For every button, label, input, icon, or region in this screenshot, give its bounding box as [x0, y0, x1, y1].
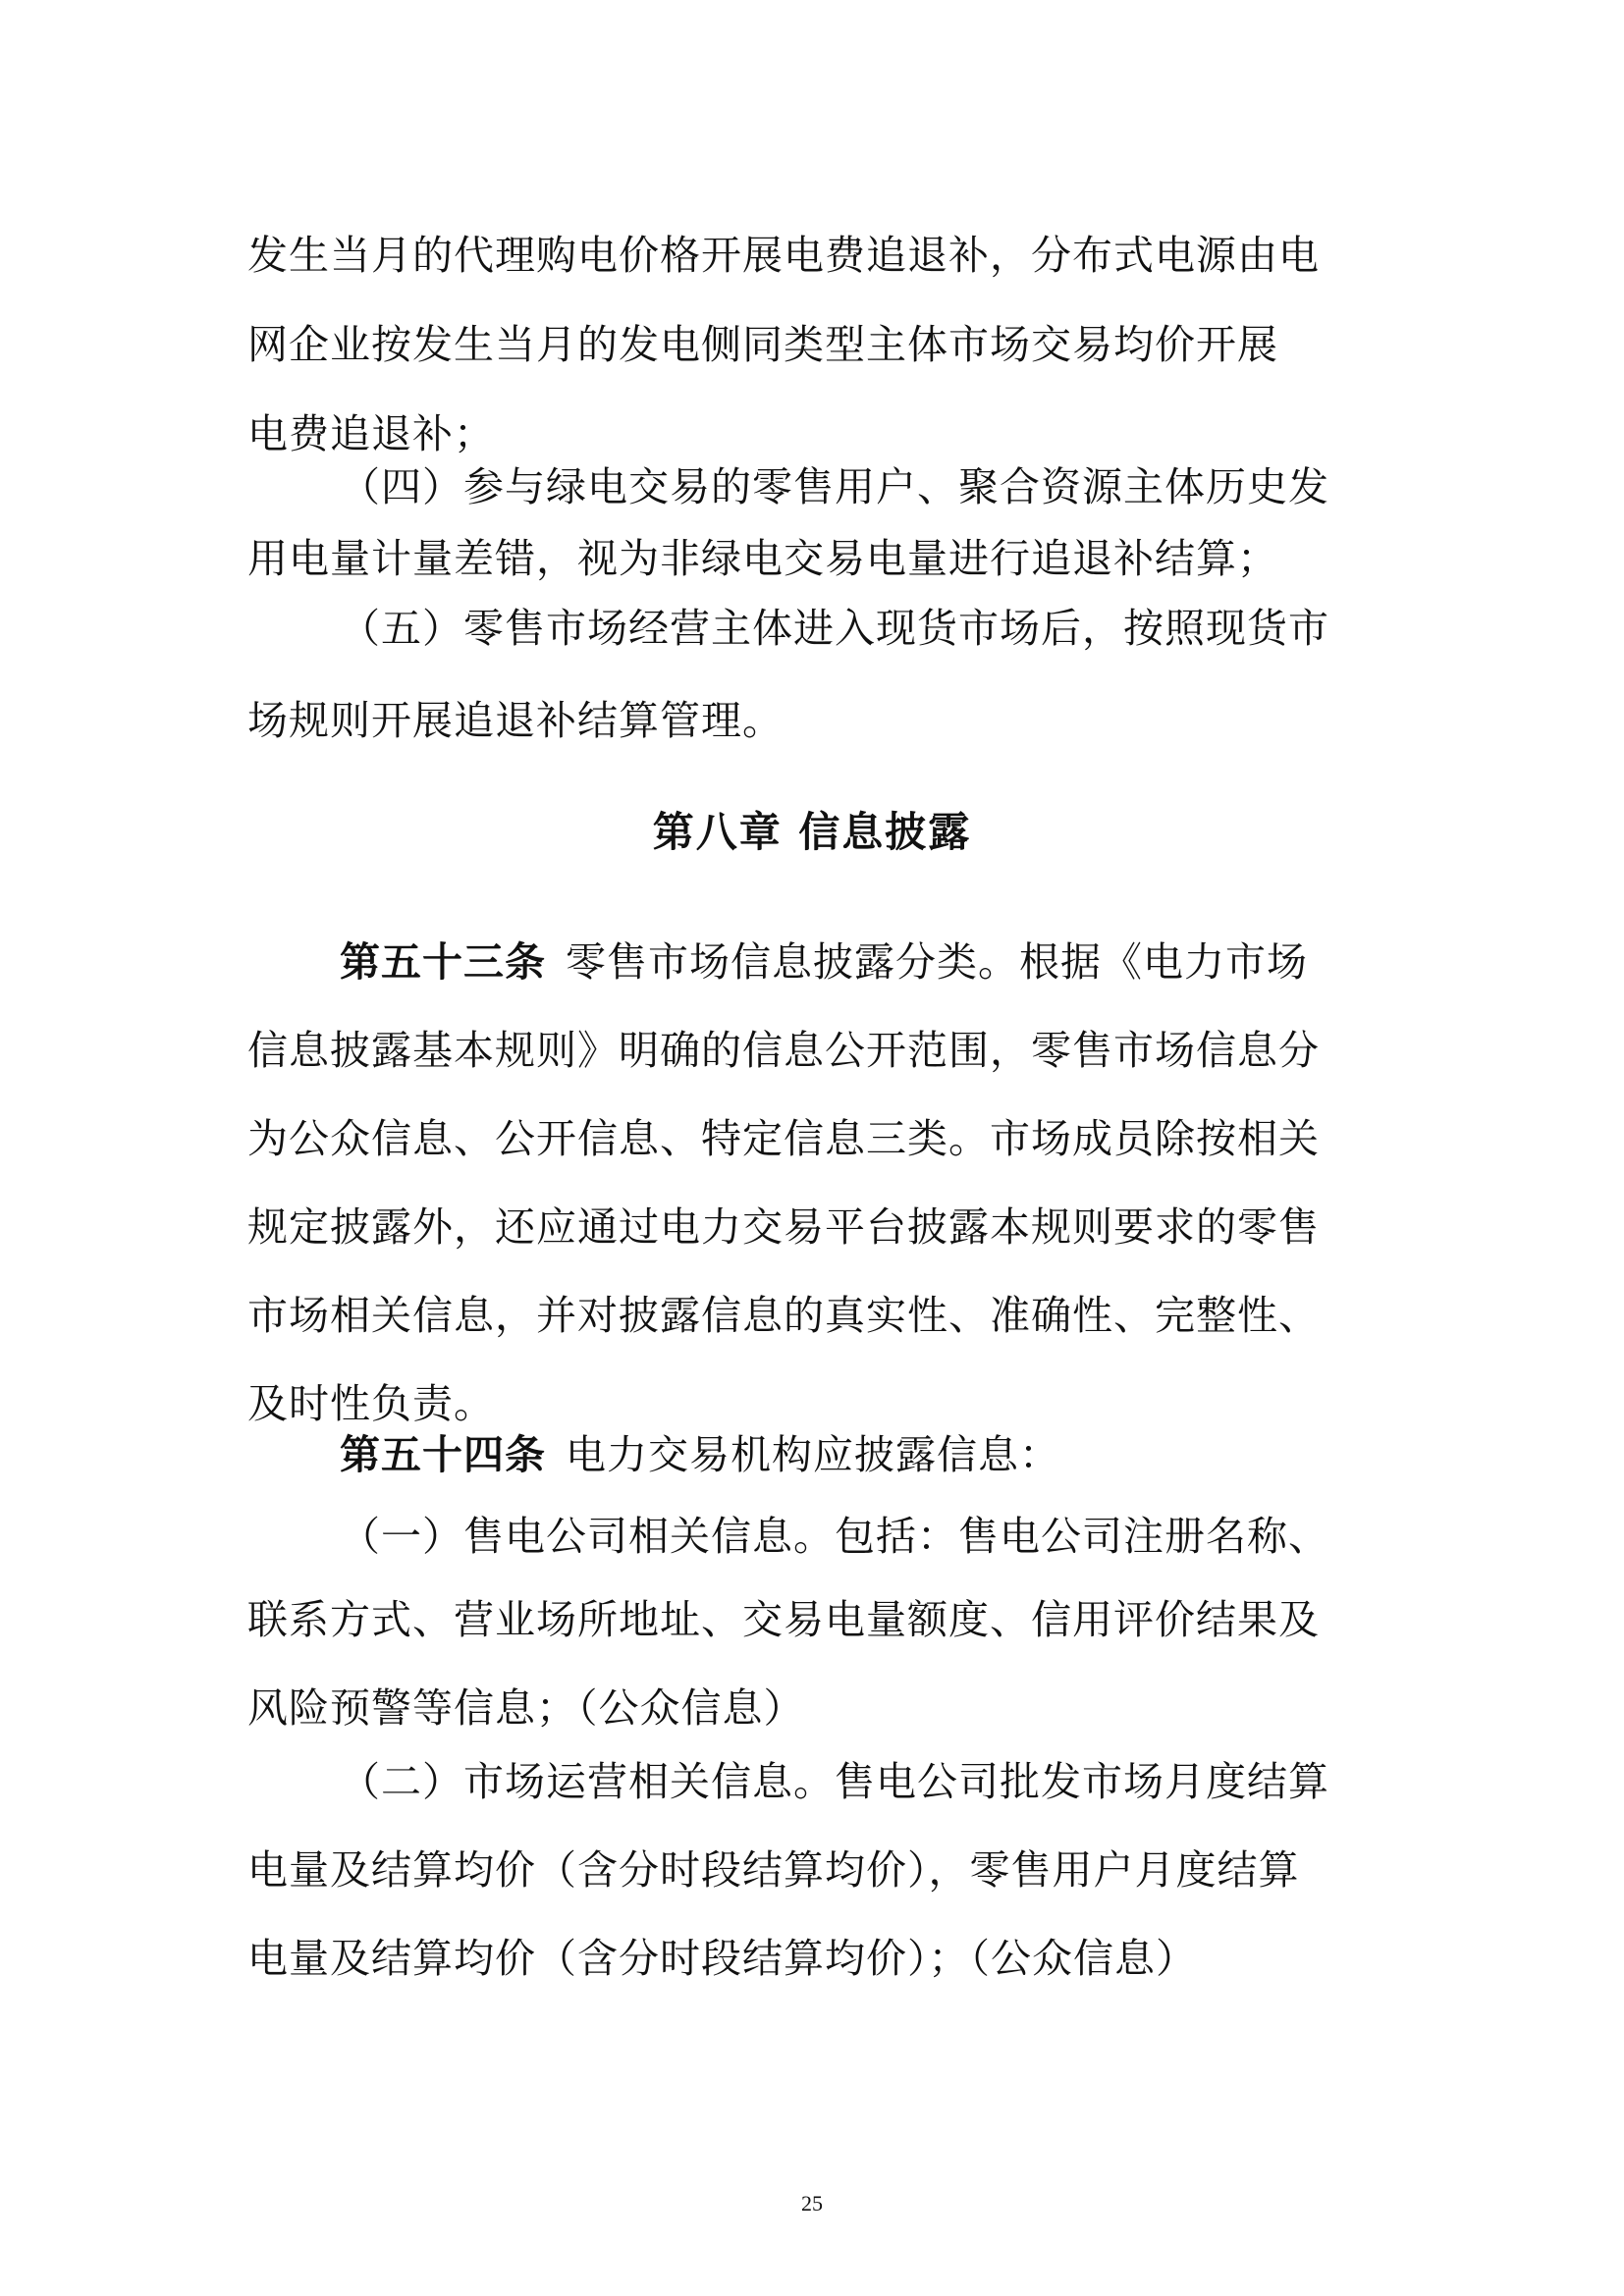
article-54-text: 电力交易机构应披露信息：: [566, 1431, 1060, 1478]
item-two-line: （二）市场运营相关信息。售电公司批发市场月度结算: [340, 1758, 1329, 1805]
page-number: 25: [801, 2191, 823, 2216]
article-53-first-line: [340, 933, 1386, 991]
article-53-line: 为公众信息、公开信息、特定信息三类。市场成员除按相关: [247, 1115, 1320, 1162]
paragraph-line: 网企业按发生当月的发电侧同类型主体市场交易均价开展: [247, 321, 1278, 368]
item-two-line: 电量及结算均价（含分时段结算均价）；（公众信息）: [247, 1935, 1197, 1982]
item-four-line: （四）参与绿电交易的零售用户、聚合资源主体历史发: [340, 463, 1329, 510]
item-one-line: 风险预警等信息；（公众信息）: [247, 1684, 805, 1732]
article-53-line: 及时性负责。: [247, 1380, 495, 1427]
item-five-line: 场规则开展追退补结算管理。: [247, 697, 784, 744]
item-five-line: （五）零售市场经营主体进入现货市场后，按照现货市: [340, 605, 1329, 652]
paragraph-line: 发生当月的代理购电价格开展电费追退补，分布式电源由电: [247, 232, 1320, 279]
item-four-line: 用电量计量差错，视为非绿电交易电量进行追退补结算；: [247, 535, 1278, 582]
chapter-title: 第八章 信息披露: [652, 808, 972, 856]
article-53-label: 第五十三条: [340, 938, 546, 986]
item-two-line: 电量及结算均价（含分时段结算均价），零售用户月度结算: [247, 1846, 1300, 1894]
article-53-text: 零售市场信息披露分类。根据《电力市场: [566, 938, 1308, 986]
article-53-line: 市场相关信息，并对披露信息的真实性、准确性、完整性、: [247, 1292, 1320, 1339]
item-one-line: （一）售电公司相关信息。包括：售电公司注册名称、: [340, 1513, 1329, 1560]
item-one-line: 联系方式、营业场所地址、交易电量额度、信用评价结果及: [247, 1596, 1320, 1643]
article-53-line: 信息披露基本规则》明确的信息公开范围，零售市场信息分: [247, 1027, 1320, 1074]
paragraph-line: 电费追退补；: [247, 410, 495, 457]
article-53-line: 规定披露外，还应通过电力交易平台披露本规则要求的零售: [247, 1203, 1320, 1251]
article-54-line: [340, 1425, 1386, 1484]
article-54-label: 第五十四条: [340, 1431, 546, 1478]
